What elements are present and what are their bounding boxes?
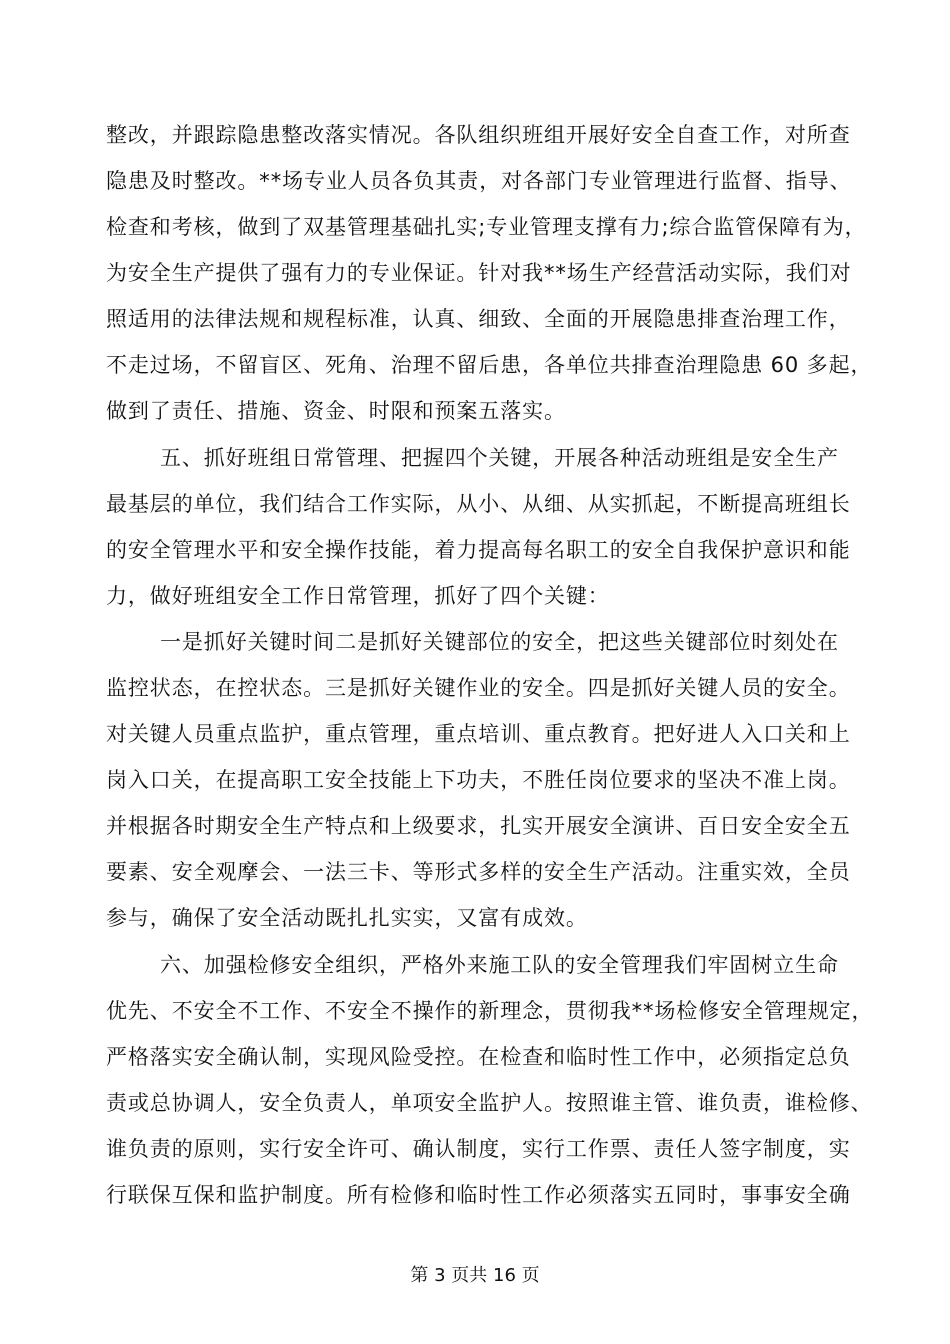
text-line: 并根据各时期安全生产特点和上级要求，扎实开展安全演讲、百日安全安全五 [106,814,851,838]
text-line: 谁负责的原则，实行安全许可、确认制度，实行工作票、责任人签字制度，实 [106,1137,851,1161]
text-line: 要素、安全观摩会、一法三卡、等形式多样的安全生产活动。注重实效，全员 [106,860,851,884]
section-heading-line: 五、抓好班组日常管理、把握四个关键，开展各种活动班组是安全生产 [160,446,839,470]
text-line: 对关键人员重点监护，重点管理，重点培训、重点教育。把好进人入口关和上 [106,722,851,746]
paragraph-first-line: 一是抓好关键时间二是抓好关键部位的安全，把这些关键部位时刻处在 [160,630,839,654]
text-line: 力，做好班组安全工作日常管理，抓好了四个关键： [106,584,610,608]
text-line: 隐患及时整改。**场专业人员各负其责，对各部门专业管理进行监督、指导、 [106,169,852,193]
page-number-footer: 第 3 页共 16 页 [410,1265,540,1286]
text-line: 不走过场，不留盲区、死角、治理不留后患，各单位共排查治理隐患 60 多起， [106,353,873,377]
text-line: 整改，并跟踪隐患整改落实情况。各队组织班组开展好安全自查工作，对所查 [106,123,851,147]
text-line: 为安全生产提供了强有力的专业保证。针对我**场生产经营活动实际，我们对 [106,261,852,285]
text-line: 的安全管理水平和安全操作技能，着力提高每名职工的安全自我保护意识和能 [106,538,851,562]
text-line: 参与，确保了安全活动既扎扎实实，又富有成效。 [106,906,588,930]
text-line: 优先、不安全不工作、不安全不操作的新理念，贯彻我**场检修安全管理规定， [106,999,874,1023]
section-heading-line: 六、加强检修安全组织，严格外来施工队的安全管理我们牢固树立生命 [160,953,839,977]
text-line: 最基层的单位，我们结合工作实际，从小、从细、从实抓起，不断提高班组长 [106,492,851,516]
text-line: 照适用的法律法规和规程标准，认真、细致、全面的开展隐患排查治理工作， [106,307,851,331]
text-line: 岗入口关，在提高职工安全技能上下功夫，不胜任岗位要求的坚决不准上岗。 [106,768,851,792]
text-line: 责或总协调人，安全负责人，单项安全监护人。按照谁主管、谁负责，谁检修、 [106,1091,873,1115]
text-line: 监控状态，在控状态。三是抓好关键作业的安全。四是抓好关键人员的安全。 [106,676,851,700]
text-line: 做到了责任、措施、资金、时限和预案五落实。 [106,399,566,423]
text-line: 行联保互保和监护制度。所有检修和临时性工作必须落实五同时，事事安全确 [106,1183,851,1207]
text-line: 检查和考核，做到了双基管理基础扎实;专业管理支撑有力;综合监管保障有为， [106,215,867,239]
text-line: 严格落实安全确认制，实现风险受控。在检查和临时性工作中，必须指定总负 [106,1045,851,1069]
